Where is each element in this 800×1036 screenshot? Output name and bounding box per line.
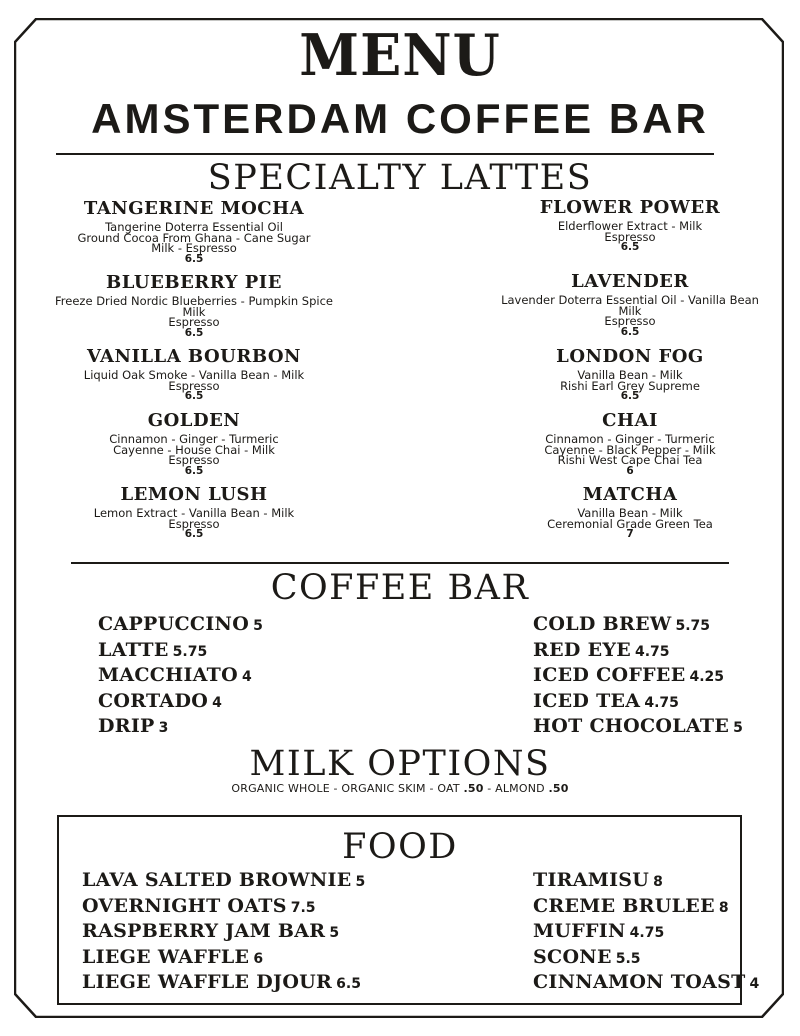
item-price: 4.75	[635, 643, 670, 660]
lattes-divider	[71, 562, 729, 564]
item-name: CAPPUCCINO	[98, 613, 250, 635]
latte-item-blueberry-pie	[34, 272, 354, 338]
latte-description: Vanilla Bean - Milk Rishi Earl Grey Supreme	[560, 368, 700, 393]
item-price: 5	[355, 874, 366, 890]
list-item	[98, 613, 263, 639]
latte-item-lemon-lush	[34, 484, 354, 539]
item-name: OVERNIGHT OATS	[82, 894, 287, 917]
latte-price: 6.5	[620, 390, 640, 402]
item-price: 4	[749, 976, 760, 992]
list-item	[82, 946, 365, 972]
item-price: 4.75	[644, 694, 679, 711]
item-price: 3	[158, 720, 169, 736]
latte-price: 6.5	[620, 325, 640, 338]
list-item	[533, 971, 759, 997]
item-name: CINNAMON TOAST	[533, 971, 746, 993]
latte-item-flower-power	[470, 197, 790, 252]
item-name: LIEGE WAFFLE DJOUR	[82, 971, 333, 993]
item-name: LAVA SALTED BROWNIE	[82, 869, 352, 891]
latte-item-london-fog	[470, 346, 790, 401]
latte-description: Liquid Oak Smoke - Vanilla Bean - Milk Espresso	[83, 368, 305, 393]
latte-price: 6.5	[184, 390, 204, 402]
latte-item-matcha	[470, 484, 790, 539]
list-item	[82, 971, 365, 997]
item-price: 5	[733, 720, 743, 736]
item-name: ICED TEA	[533, 689, 641, 712]
latte-item-chai	[470, 410, 790, 476]
list-item	[82, 895, 365, 921]
item-price: 5	[329, 925, 340, 941]
coffee-bar-left-list	[98, 613, 263, 741]
latte-description: Lavender Doterra Essential Oil - Vanilla Bean Milk Espresso	[501, 293, 759, 328]
list-item	[533, 690, 743, 716]
list-item	[82, 920, 365, 946]
latte-name: BLUEBERRY PIE	[106, 272, 282, 293]
item-price: 4.25	[689, 669, 725, 685]
latte-item-vanilla-bourbon	[34, 346, 354, 401]
latte-name: LONDON FOG	[556, 346, 704, 367]
latte-name: LEMON LUSH	[120, 484, 268, 505]
item-price: 4.75	[629, 925, 665, 941]
bar-name: AMSTERDAM COFFEE BAR	[91, 95, 709, 142]
latte-description: Vanilla Bean - Milk Ceremonial Grade Green Tea	[547, 506, 713, 531]
item-name: HOT CHOCOLATE	[533, 715, 730, 737]
latte-item-lavender	[470, 271, 790, 337]
list-item	[82, 869, 365, 895]
latte-name: FLOWER POWER	[539, 197, 721, 218]
item-name: MACCHIATO	[98, 664, 238, 686]
latte-description: Cinnamon - Ginger - Turmeric Cayenne - House Chai - Milk Espresso	[109, 432, 279, 467]
item-price: 5	[253, 618, 263, 634]
latte-price: 6.5	[184, 528, 204, 540]
latte-price: 7	[626, 528, 634, 540]
item-name: CREME BRULEE	[533, 894, 715, 917]
list-item	[533, 869, 759, 895]
latte-name: LAVENDER	[571, 271, 689, 292]
food-title: FOOD	[342, 827, 458, 867]
latte-price: 6.5	[184, 326, 204, 339]
list-item	[533, 613, 743, 639]
list-item	[533, 895, 759, 921]
list-item	[533, 664, 743, 690]
latte-name: CHAI	[602, 410, 658, 431]
item-name: LATTE	[98, 638, 169, 661]
item-price: 4	[241, 669, 252, 685]
item-name: RASPBERRY JAM BAR	[82, 920, 326, 942]
milk-options-text: - ALMOND	[483, 782, 549, 795]
list-item	[98, 690, 263, 716]
item-price: 6	[253, 950, 264, 967]
latte-item-golden	[34, 410, 354, 476]
coffee-bar-title: COFFEE BAR	[270, 568, 530, 608]
specialty-lattes-title: SPECIALTY LATTES	[207, 158, 593, 198]
item-price: 6.5	[336, 976, 361, 992]
item-name: TIRAMISU	[533, 869, 650, 891]
latte-description: Lemon Extract - Vanilla Bean - Milk Espresso	[93, 506, 295, 531]
item-name: DRIP	[98, 715, 155, 737]
item-price: 5.75	[675, 618, 711, 634]
food-right-list	[533, 869, 759, 997]
list-item	[533, 946, 759, 972]
almond-price: .50	[548, 782, 569, 795]
oat-price: .50	[463, 782, 484, 795]
latte-description: Elderflower Extract - Milk Espresso	[557, 219, 703, 244]
list-item	[533, 639, 743, 665]
item-name: COLD BREW	[533, 613, 672, 635]
latte-price: 6.5	[184, 464, 204, 477]
item-price: 8	[653, 874, 663, 890]
latte-price: 6	[626, 464, 634, 477]
item-name: RED EYE	[533, 638, 631, 661]
item-name: LIEGE WAFFLE	[82, 945, 250, 968]
latte-description: Tangerine Doterra Essential Oil Ground Cocoa From Ghana - Cane Sugar Milk - Espresso	[77, 220, 311, 255]
menu-title: MENU	[299, 21, 501, 89]
milk-options-title: MILK OPTIONS	[249, 744, 551, 784]
latte-name: MATCHA	[582, 484, 678, 505]
latte-name: TANGERINE MOCHA	[83, 198, 305, 219]
item-price: 5.75	[172, 643, 208, 660]
latte-price: 6.5	[620, 241, 640, 253]
latte-name: GOLDEN	[147, 410, 241, 431]
milk-options-text: ORGANIC WHOLE - ORGANIC SKIM - OAT	[231, 782, 464, 795]
list-item	[533, 715, 743, 741]
list-item	[98, 664, 263, 690]
item-name: CORTADO	[98, 689, 209, 712]
item-name: ICED COFFEE	[533, 664, 686, 686]
item-price: 8	[718, 899, 729, 916]
latte-price: 6.5	[184, 252, 204, 265]
header-divider	[56, 153, 714, 155]
coffee-bar-right-list	[533, 613, 743, 741]
milk-options-line	[0, 782, 800, 795]
item-name: SCONE	[533, 945, 612, 968]
list-item	[98, 715, 263, 741]
latte-name: VANILLA BOURBON	[86, 346, 302, 367]
item-price: 4	[212, 694, 222, 711]
item-price: 5.5	[615, 950, 641, 967]
list-item	[533, 920, 759, 946]
latte-description: Cinnamon - Ginger - Turmeric Cayenne - Black Pepper - Milk Rishi West Cape Chai Tea	[544, 432, 716, 467]
item-price: 7.5	[290, 899, 316, 916]
item-name: MUFFIN	[533, 920, 626, 942]
list-item	[98, 639, 263, 665]
latte-description: Freeze Dried Nordic Blueberries - Pumpkin Spice Milk Espresso	[55, 294, 333, 329]
food-left-list	[82, 869, 365, 997]
latte-item-tangerine-mocha	[34, 198, 354, 264]
